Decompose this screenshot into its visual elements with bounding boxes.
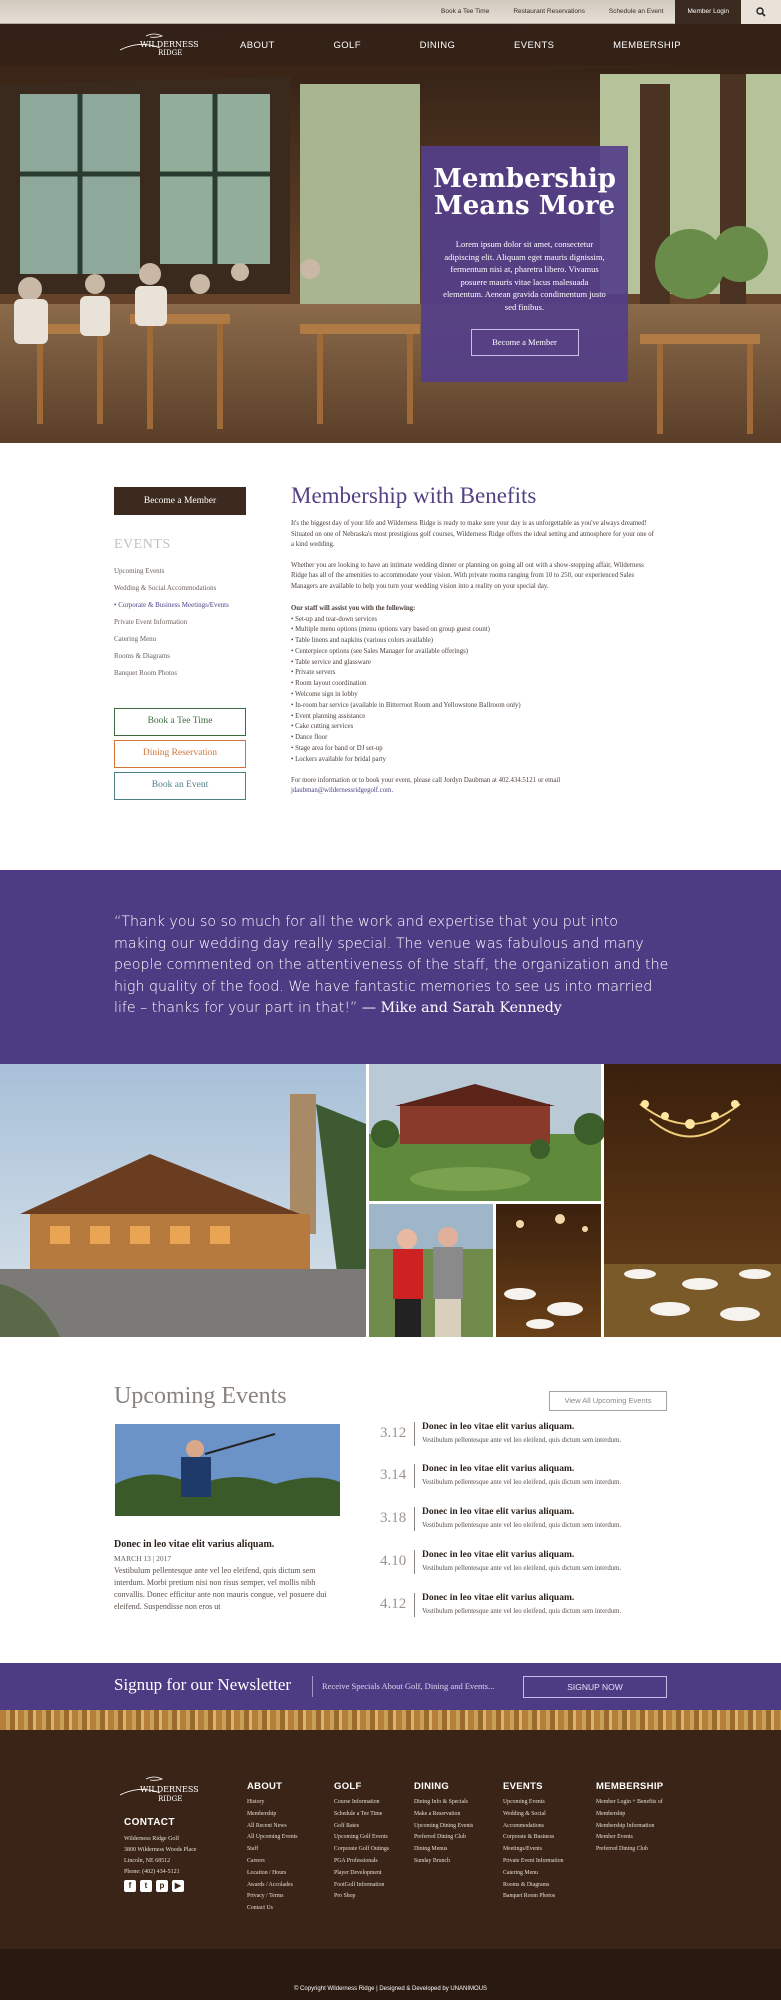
- nav-item-about[interactable]: ABOUT: [240, 39, 275, 51]
- footer-link[interactable]: Make a Reservation: [414, 1810, 461, 1817]
- event-description: Vestibulum pellentesque ante vel leo eleifend, quis dictum sem interdum.: [422, 1479, 622, 1486]
- event-title[interactable]: Donec in leo vitae elit varius aliquam.: [422, 1464, 575, 1474]
- gallery-golf-course-photo[interactable]: [369, 1064, 606, 1201]
- article: [291, 483, 654, 797]
- footer-link[interactable]: Rooms & Diagrams: [503, 1881, 550, 1888]
- search-button[interactable]: [741, 0, 781, 24]
- event-date: 3.12: [380, 1425, 407, 1441]
- second-paragraph: Whether you are looking to have an intimate wedding dinner or planning on going all out with a show-stopping affair, Wilderness Ridge has all of the amenities to accommodate your vision. With private rooms ranging from 10 to 250, our experienced Sales Managers are available to help you turn your wedding vision into a reality on your special day.: [291, 561, 644, 590]
- gallery-clubhouse-exterior-photo[interactable]: [0, 1064, 366, 1337]
- footer-link[interactable]: Course Information: [334, 1799, 380, 1805]
- logo-swoosh-icon: [120, 30, 220, 60]
- service-list-item: • Dance floor: [291, 734, 328, 742]
- view-all-events-button[interactable]: View All Upcoming Events: [549, 1391, 667, 1411]
- footer-link[interactable]: Staff: [247, 1846, 259, 1853]
- sidebar-menu: [114, 563, 246, 682]
- logo-swoosh-icon: [120, 1773, 220, 1807]
- event-description: Vestibulum pellentesque ante vel leo eleifend, quis dictum sem interdum.: [422, 1437, 622, 1444]
- footer: [0, 1730, 781, 1949]
- service-list-item: • In-room bar service (available in Bitterroot Room and Yellowstone Ballroom only): [291, 701, 521, 709]
- copyright-bar: © Copyright Wilderness Ridge | Designed & Developed by UNANIMOUS: [0, 1949, 781, 2000]
- footer-link[interactable]: Player Development: [334, 1869, 382, 1876]
- decorative-wood-strip: [0, 1710, 781, 1730]
- footer-link[interactable]: Upcoming Dining Events: [414, 1822, 474, 1829]
- footer-link[interactable]: All Recent News: [247, 1822, 287, 1829]
- main-navigation: [0, 24, 781, 66]
- utility-link-schedule-event[interactable]: Schedule an Event: [608, 8, 664, 15]
- list-label: Our staff will assist you with the following:: [291, 605, 416, 612]
- footer-link[interactable]: Golf Rates: [334, 1822, 359, 1829]
- photo-gallery: [0, 1064, 781, 1337]
- svg-text:RIDGE: RIDGE: [158, 1795, 183, 1803]
- nav-item-dining[interactable]: DINING: [419, 39, 456, 51]
- featured-event-title[interactable]: Donec in leo vitae elit varius aliquam.: [114, 1539, 275, 1550]
- sidebar-heading: EVENTS: [114, 537, 171, 552]
- footer-link[interactable]: Member Events: [596, 1834, 633, 1841]
- footer-column-golf: [334, 1781, 389, 1903]
- featured-event-date: MARCH 13 | 2017: [114, 1554, 172, 1563]
- footer-link[interactable]: Upcoming Events: [503, 1799, 545, 1805]
- footer-column-heading[interactable]: MEMBERSHIP: [596, 1781, 664, 1792]
- nav-item-golf[interactable]: GOLF: [333, 39, 361, 51]
- event-divider: [414, 1550, 415, 1574]
- utility-link-tee-time[interactable]: Book a Tee Time: [441, 8, 490, 15]
- promo-become-member-button[interactable]: Become a Member: [471, 329, 579, 356]
- newsletter-subtitle: Receive Specials About Golf, Dining and Events...: [322, 1681, 495, 1691]
- book-tee-time-button[interactable]: Book a Tee Time: [114, 708, 246, 736]
- service-list-item: • Centerpiece options (see Sales Manager for available offerings): [291, 647, 469, 655]
- search-icon: [756, 7, 766, 17]
- footer-link[interactable]: Accommodations: [503, 1822, 544, 1829]
- utility-links: [429, 0, 781, 24]
- footer-contact-heading: CONTACT: [124, 1817, 175, 1828]
- event-description: Vestibulum pellentesque ante vel leo eleifend, quis dictum sem interdum.: [422, 1522, 622, 1529]
- newsletter-divider: [312, 1676, 313, 1697]
- event-title[interactable]: Donec in leo vitae elit varius aliquam.: [422, 1550, 575, 1560]
- testimonial-author: — Mike and Sarah Kennedy: [361, 1000, 562, 1016]
- service-list-item: • Set-up and tear-down services: [291, 615, 378, 623]
- featured-event-photo[interactable]: [115, 1424, 340, 1516]
- service-list-item: • Multiple menu options (menu options vary based on group guest count): [291, 626, 490, 634]
- hero-photo-patio-dining: [0, 24, 781, 443]
- event-title[interactable]: Donec in leo vitae elit varius aliquam.: [422, 1422, 575, 1432]
- page-title: Membership with Benefits: [291, 483, 537, 508]
- event-description: Vestibulum pellentesque ante vel leo eleifend, quis dictum sem interdum.: [422, 1565, 622, 1572]
- main-content-area: [0, 443, 781, 870]
- footer-column-events: [503, 1781, 564, 1903]
- event-date: 4.12: [380, 1596, 407, 1612]
- footer-link[interactable]: Membership Information: [596, 1822, 655, 1829]
- event-divider: [414, 1422, 415, 1446]
- event-divider: [414, 1464, 415, 1488]
- gallery-banquet-hall-photo[interactable]: [496, 1204, 601, 1337]
- footer-link[interactable]: Pro Shop: [334, 1893, 356, 1900]
- footer-link[interactable]: Location / Hours: [247, 1869, 287, 1876]
- active-bullet-icon: •: [114, 601, 117, 609]
- footer-link[interactable]: Catering Menu: [503, 1869, 538, 1876]
- newsletter-title: Signup for our Newsletter: [114, 1675, 292, 1694]
- service-list-item: • Event planning assistance: [291, 712, 366, 720]
- service-list-item: • Private servers: [291, 669, 336, 677]
- newsletter-bar: [0, 1663, 781, 1710]
- intro-paragraph: It's the biggest day of your life and Wilderness Ridge is ready to make sure your day is as unforgettable as you've always dreamed! Situated on one of Nebraska's most prestigious golf courses, Wilderness Ridge offers the ideal setting and atmosphere for your one of a kind wedding.: [291, 520, 654, 548]
- footer-link[interactable]: Dining Menus: [414, 1846, 448, 1853]
- youtube-icon[interactable]: ▶: [172, 1880, 184, 1892]
- footer-link[interactable]: FootGolf Information: [334, 1881, 385, 1888]
- footer-link[interactable]: Schedule a Tee Time: [334, 1810, 383, 1817]
- upcoming-events-section: [0, 1337, 781, 1663]
- footer-column-dining: [414, 1781, 473, 1868]
- sidebar-become-member-button[interactable]: Become a Member: [114, 487, 246, 515]
- footer-link[interactable]: Contact Us: [247, 1905, 273, 1912]
- footer-link[interactable]: Dining Info & Specials: [414, 1799, 468, 1805]
- sidebar-item-banquet[interactable]: Banquet Room Photos: [114, 669, 178, 677]
- contact-email-link[interactable]: jdaubman@wildernessridgegolf.com.: [291, 787, 394, 795]
- footer-logo[interactable]: [120, 1773, 220, 1807]
- services-list: [291, 615, 654, 766]
- event-title[interactable]: Donec in leo vitae elit varius aliquam.: [422, 1593, 575, 1603]
- footer-link[interactable]: Privacy / Terms: [247, 1893, 284, 1900]
- sidebar-item-catering[interactable]: Catering Menu: [114, 635, 157, 643]
- membership-promo-box: [421, 146, 628, 382]
- sidebar-item-private-event[interactable]: Private Event Information: [114, 618, 188, 626]
- utility-link-restaurant[interactable]: Restaurant Reservations: [513, 8, 585, 15]
- sidebar-item-rooms[interactable]: Rooms & Diagrams: [114, 652, 170, 660]
- featured-event: [114, 1539, 344, 1613]
- nav-item-membership[interactable]: MEMBERSHIP: [613, 39, 681, 51]
- service-list-item: • Table linens and napkins (various colors available): [291, 637, 434, 645]
- footer-link[interactable]: Preferred Dining Club: [414, 1834, 466, 1841]
- footer-link[interactable]: History: [247, 1799, 265, 1805]
- footer-link[interactable]: Preferred Dining Club: [596, 1846, 648, 1853]
- footer-link[interactable]: Meetings/Events: [503, 1846, 542, 1853]
- event-title[interactable]: Donec in leo vitae elit varius aliquam.: [422, 1507, 575, 1517]
- footer-link[interactable]: All Upcoming Events: [247, 1834, 298, 1841]
- newsletter-signup-button[interactable]: SIGNUP NOW: [523, 1676, 667, 1698]
- footer-column-heading[interactable]: ABOUT: [247, 1781, 283, 1792]
- footer-column-membership: [596, 1781, 663, 1856]
- svg-text:WILDERNESS: WILDERNESS: [140, 40, 199, 49]
- top-utility-bar: [0, 0, 781, 24]
- featured-event-text: Vestibulum pellentesque ante vel leo eleifend, quis dictum sem interdum. Morbi pretium nisi non risus semper, vel mollis nibh convallis. Donec efficitur ante non mauris congue, vel posuere dui eleifend. Suspendisse non eros ut: [114, 1566, 327, 1611]
- footer-link[interactable]: Upcoming Golf Events: [334, 1834, 388, 1841]
- footer-link[interactable]: Wedding & Social: [503, 1810, 546, 1817]
- nav-items: [240, 24, 681, 66]
- nav-item-events[interactable]: EVENTS: [513, 39, 555, 51]
- footer-link[interactable]: Awards / Accolades: [247, 1881, 293, 1888]
- footer-link[interactable]: Membership: [247, 1810, 277, 1817]
- footer-column-heading[interactable]: GOLF: [334, 1781, 362, 1792]
- hero-banner: [0, 24, 781, 443]
- site-logo[interactable]: [120, 30, 220, 60]
- footer-link[interactable]: Careers: [247, 1857, 265, 1864]
- footer-link[interactable]: Private Event Information: [503, 1857, 564, 1864]
- pinterest-icon[interactable]: p: [156, 1880, 168, 1892]
- promo-title: Membership Means More: [433, 164, 616, 221]
- sidebar: [114, 487, 246, 800]
- footer-link[interactable]: Corporate Golf Outings: [334, 1846, 390, 1853]
- footer-column-heading[interactable]: EVENTS: [503, 1781, 543, 1792]
- contact-paragraph: For more information or to book your event, please call Jordyn Daubman at 402.434.5121 or email jdaubman@wildernessridgegolf.com.: [291, 776, 561, 795]
- testimonial-section: [0, 870, 781, 1064]
- event-date: 3.14: [380, 1467, 407, 1483]
- service-list-item: • Table service and glassware: [291, 658, 371, 666]
- svg-text:WILDERNESS: WILDERNESS: [140, 1785, 199, 1794]
- footer-column-heading[interactable]: DINING: [414, 1781, 450, 1792]
- sidebar-item-corporate-label: Corporate & Business Meetings/Events: [118, 601, 229, 609]
- footer-link[interactable]: Member Login + Benefits of: [596, 1799, 663, 1805]
- social-links: [124, 1880, 184, 1892]
- service-list-item: • Room layout coordination: [291, 680, 367, 688]
- sidebar-item-upcoming-events[interactable]: Upcoming Events: [114, 567, 165, 575]
- gallery-golfers-photo[interactable]: [369, 1204, 493, 1337]
- sidebar-item-wedding-social[interactable]: Wedding & Social Accommodations: [114, 584, 217, 592]
- footer-address: Wilderness Ridge Golf 3800 Wilderness Woods Place Lincoln, NE 68512 Phone: (402) 434-5121: [124, 1834, 197, 1878]
- footer-column-about: [247, 1781, 298, 1915]
- footer-link[interactable]: Membership: [596, 1810, 626, 1817]
- service-list-item: • Lockers available for bridal party: [291, 755, 387, 763]
- footer-phone[interactable]: Phone: (402) 434-5121: [124, 1869, 180, 1875]
- event-date: 3.18: [380, 1510, 407, 1526]
- promo-body: Lorem ipsum dolor sit amet, consectetur adipiscing elit. Aliquam eget mauris dignissim, fermentum nisi at, pharetra libero. Vivamus posuere mauris vitae lacus malesuada elementum. Aenean gravida condimentum justo sed finibus.: [443, 239, 606, 312]
- twitter-icon[interactable]: t: [140, 1880, 152, 1892]
- member-login-link[interactable]: Member Login: [675, 0, 741, 24]
- dining-reservation-button[interactable]: Dining Reservation: [114, 740, 246, 768]
- event-divider: [414, 1507, 415, 1531]
- book-event-button[interactable]: Book an Event: [114, 772, 246, 800]
- footer-link[interactable]: Corporate & Business: [503, 1834, 555, 1841]
- event-date: 4.10: [380, 1553, 407, 1569]
- facebook-icon[interactable]: f: [124, 1880, 136, 1892]
- gallery-chandelier-ballroom-photo[interactable]: [604, 1064, 781, 1337]
- footer-link[interactable]: PGA Professionals: [334, 1857, 378, 1864]
- service-list-item: • Welcome sign in lobby: [291, 691, 358, 699]
- service-list-item: • Stage area for band or DJ set-up: [291, 745, 383, 753]
- events-heading: Upcoming Events: [114, 1383, 287, 1409]
- event-divider: [414, 1593, 415, 1617]
- sidebar-item-corporate[interactable]: [114, 597, 246, 614]
- service-list-item: • Cake cutting services: [291, 723, 354, 731]
- footer-link[interactable]: Sunday Brunch: [414, 1857, 450, 1864]
- footer-link[interactable]: Banquet Room Photos: [503, 1893, 556, 1900]
- svg-text:RIDGE: RIDGE: [158, 49, 183, 57]
- testimonial-text: “Thank you so so much for all the work and expertise that you put into making our wedding day really special. The venue was fabulous and many people commented on the attentiveness of the staff, the organization and the high quality of the food. We have fantastic memories to see us into married life – thanks for your part in that!” — Mike and Sarah Kennedy: [114, 914, 669, 1016]
- event-description: Vestibulum pellentesque ante vel leo eleifend, quis dictum sem interdum.: [422, 1608, 622, 1615]
